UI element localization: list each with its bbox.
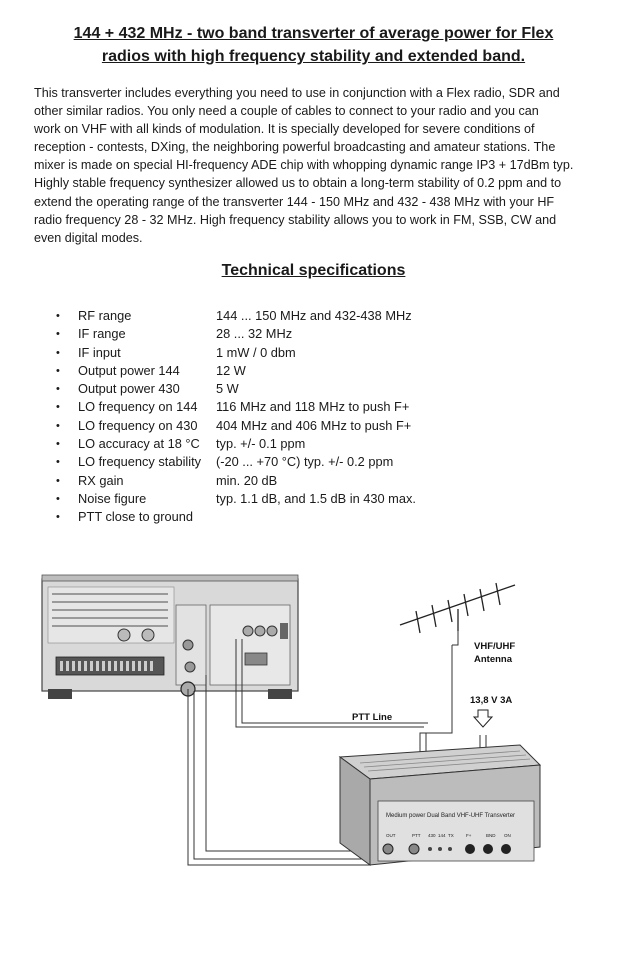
intro-line: other similar radios. You only need a couple of cables to connect to your radio and you can: [34, 104, 539, 119]
port-label-f-plus: F+: [466, 833, 472, 838]
title-line-1: 144 + 432 MHz - two band transverter of average power for Flex: [73, 25, 554, 42]
spec-item: [50, 398, 570, 416]
document-title: [20, 22, 607, 68]
knob-icon: [465, 844, 475, 854]
intro-line: work on VHF with all kinds of modulation. It is specially developed for severe conditions of: [34, 122, 535, 137]
out-connector-icon: [383, 844, 393, 854]
led-icon: [428, 847, 432, 851]
intro-line: mixer is made on special HI-frequency ADE chip with whopping dynamic range IP3 + 17dBm typ.: [34, 158, 574, 173]
intro-line: even digital modes.: [34, 230, 143, 245]
led-icon: [448, 847, 452, 851]
led-icon: [438, 847, 442, 851]
bullet-icon: •: [56, 328, 60, 341]
spec-value: 12 W: [216, 362, 246, 378]
spec-value: 28 ... 32 MHz: [216, 326, 293, 342]
spec-item: [50, 307, 570, 325]
spec-value: 5 W: [216, 381, 239, 397]
bullet-icon: •: [56, 364, 60, 377]
bullet-icon: •: [56, 456, 60, 469]
bullet-icon: •: [56, 401, 60, 414]
yagi-antenna: [400, 583, 515, 633]
transverter-box: [340, 745, 540, 865]
spec-value: 116 MHz and 118 MHz to push F+: [216, 399, 410, 415]
spec-item: [50, 417, 570, 435]
antenna-label-line-1: VHF/UHF: [474, 641, 516, 652]
port-label-out: OUT: [386, 833, 396, 838]
spec-label: IF range: [78, 326, 126, 342]
connection-diagram: [40, 565, 612, 905]
spec-label: Noise figure: [78, 490, 147, 506]
bullet-icon: •: [56, 511, 60, 524]
spec-label: PTT close to ground: [78, 509, 193, 525]
bullet-icon: •: [56, 492, 60, 505]
antenna-label-line-2: Antenna: [474, 654, 512, 665]
spec-item: [50, 472, 570, 490]
radio-rear-panel: [42, 575, 298, 699]
spec-label: LO frequency on 430: [78, 417, 198, 433]
spec-item: [50, 508, 570, 526]
power-label: 13,8 V 3A: [470, 695, 513, 706]
spec-item: [50, 490, 570, 508]
spec-heading: Technical specifications: [221, 262, 406, 279]
spec-item: [50, 453, 570, 471]
bullet-icon: •: [56, 346, 60, 359]
port-label-on: ON: [504, 833, 511, 838]
bullet-icon: •: [56, 474, 60, 487]
spec-value: 404 MHz and 406 MHz to push F+: [216, 417, 412, 433]
spec-label: RX gain: [78, 472, 124, 488]
spec-label: RF range: [78, 308, 132, 323]
port-label-bnd: BND: [486, 833, 496, 838]
spec-item: [50, 362, 570, 380]
knob-icon: [501, 844, 511, 854]
spec-item: [50, 435, 570, 453]
intro-line: extend the operating range of the transverter 144 - 150 MHz and 432 - 438 MHz with your HF: [34, 194, 555, 209]
spec-value: typ. +/- 0.1 ppm: [216, 436, 306, 452]
spec-value: 144 ... 150 MHz and 432-438 MHz: [216, 308, 412, 323]
port-label-tx: TX: [448, 833, 454, 838]
spec-value: typ. 1.1 dB, and 1.5 dB in 430 max.: [216, 490, 416, 506]
spec-label: LO accuracy at 18 °C: [78, 436, 200, 452]
intro-line: reception - contests, DXing, the neighboring powerful broadcasting and amateur stations. The: [34, 140, 556, 155]
spec-item: [50, 325, 570, 343]
port-label-430: 430: [428, 833, 436, 838]
panel-label: Medium power Dual Band VHF-UHF Transverter: [386, 813, 516, 819]
intro-paragraph: [34, 84, 596, 247]
intro-line: Highly stable frequency synthesizer allowed us to obtain a long-term stability of 0.2 ppm and to: [34, 176, 562, 191]
bullet-icon: •: [56, 310, 60, 322]
bullet-icon: •: [56, 383, 60, 396]
bullet-icon: •: [56, 438, 60, 451]
port-label-ptt: PTT: [412, 833, 421, 838]
port-label-144: 144: [438, 833, 446, 838]
intro-line: radio frequency 28 - 32 MHz. High frequency stability allows you to work in FM, SSB, CW and: [34, 212, 557, 227]
ptt-line-label: PTT Line: [352, 712, 393, 723]
spec-label: Output power 144: [78, 362, 180, 378]
bullet-icon: •: [56, 419, 60, 432]
spec-value: 1 mW / 0 dbm: [216, 344, 296, 360]
spec-value: (-20 ... +70 °C) typ. +/- 0.2 ppm: [216, 454, 394, 470]
knob-icon: [483, 844, 493, 854]
spec-label: IF input: [78, 344, 121, 360]
ptt-connector-icon: [409, 844, 419, 854]
spec-item: [50, 380, 570, 398]
title-line-2: radios with high frequency stability and extended band.: [101, 48, 526, 65]
arrow-down-icon: [474, 710, 492, 727]
spec-value: min. 20 dB: [216, 472, 278, 488]
spec-label: LO frequency on 144: [78, 399, 198, 415]
spec-item: [50, 344, 570, 362]
spec-label: LO frequency stability: [78, 454, 202, 470]
intro-line: This transverter includes everything you need to use in conjunction with a Flex radio, SDR and: [34, 86, 560, 100]
spec-label: Output power 430: [78, 381, 180, 397]
spec-list: [50, 307, 570, 527]
